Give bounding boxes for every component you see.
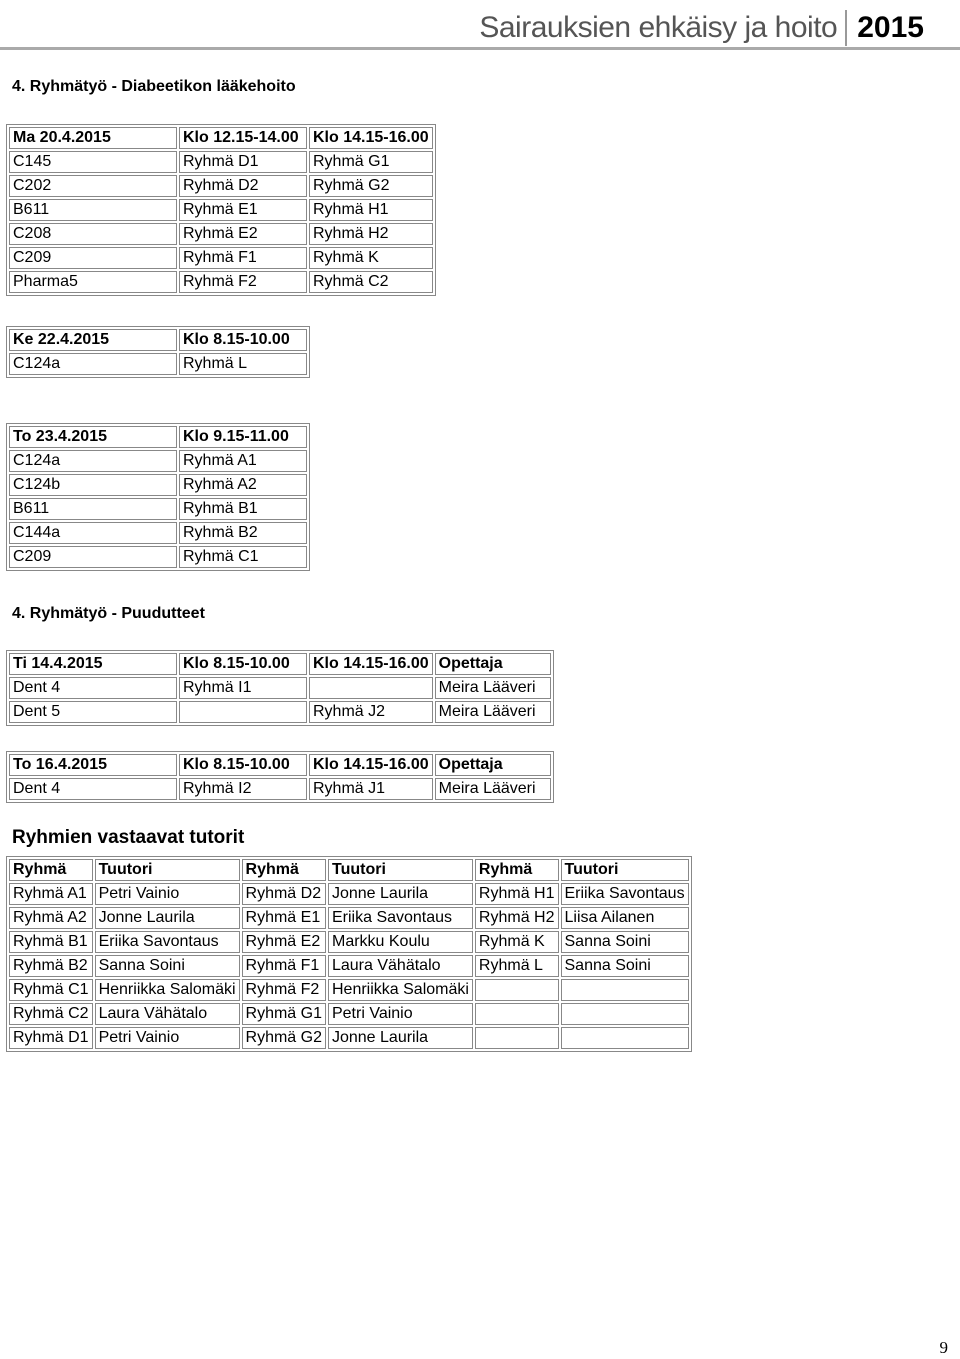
table-cell: Ryhmä H1 [475, 883, 559, 905]
header-cell: Klo 9.15-11.00 [179, 426, 307, 448]
table-cell: Ryhmä F1 [242, 955, 326, 977]
header-cell: To 16.4.2015 [9, 754, 177, 776]
table-cell: C209 [9, 247, 177, 269]
table-cell: Petri Vainio [328, 1003, 473, 1025]
header-cell: Tuutori [95, 859, 240, 881]
header-cell: Tuutori [561, 859, 689, 881]
table-cell: Jonne Laurila [328, 1027, 473, 1049]
table-cell: Ryhmä D2 [242, 883, 326, 905]
table-cell: B611 [9, 199, 177, 221]
table-row [9, 151, 433, 173]
header-rule [0, 47, 960, 50]
schedule-table-thursday-16 [6, 751, 554, 803]
table-row [9, 450, 307, 472]
table-cell: C124b [9, 474, 177, 496]
table-cell: C124a [9, 353, 177, 375]
header-title: Sairauksien ehkäisy ja hoito [479, 11, 838, 44]
table-cell: Ryhmä G1 [242, 1003, 326, 1025]
table-cell: Ryhmä A2 [9, 907, 93, 929]
table-cell: Meira Lääveri [435, 778, 551, 800]
table-cell: Jonne Laurila [95, 907, 240, 929]
header-cell: Ryhmä [9, 859, 93, 881]
table-cell: Sanna Soini [561, 931, 689, 953]
table-row [9, 778, 551, 800]
table-cell: Petri Vainio [95, 1027, 240, 1049]
header-cell: Opettaja [435, 754, 551, 776]
table-cell [561, 1027, 689, 1049]
table-cell [561, 979, 689, 1001]
schedule-table-thursday-23 [6, 423, 310, 571]
table-cell: Ryhmä C1 [179, 546, 307, 568]
table-cell: C144a [9, 522, 177, 544]
header-separator [845, 10, 847, 46]
table-row [9, 979, 689, 1001]
header-cell: Klo 8.15-10.00 [179, 754, 307, 776]
table-cell [179, 701, 307, 723]
table-cell [561, 1003, 689, 1025]
table-row [9, 522, 307, 544]
table-cell: Ryhmä I1 [179, 677, 307, 699]
table-cell: Ryhmä C2 [309, 271, 433, 293]
section-title-anesthetics: 4. Ryhmätyö - Puudutteet [12, 605, 205, 622]
tutors-table [6, 856, 692, 1052]
table-row [9, 271, 433, 293]
table-cell: Ryhmä B1 [179, 498, 307, 520]
table-row [9, 199, 433, 221]
table-cell: C209 [9, 546, 177, 568]
table-cell: Ryhmä L [475, 955, 559, 977]
table-row [9, 701, 551, 723]
table-header-row [9, 754, 551, 776]
table-cell: Laura Vähätalo [95, 1003, 240, 1025]
table-cell: Ryhmä C1 [9, 979, 93, 1001]
table-cell: Meira Lääveri [435, 677, 551, 699]
table-cell: Sanna Soini [95, 955, 240, 977]
table-cell: Ryhmä J1 [309, 778, 433, 800]
header-cell: Klo 14.15-16.00 [309, 754, 433, 776]
table-cell: Ryhmä E2 [179, 223, 307, 245]
table-row [9, 353, 307, 375]
table-cell: Ryhmä B2 [9, 955, 93, 977]
table-cell: Ryhmä E2 [242, 931, 326, 953]
table-cell: Ryhmä I2 [179, 778, 307, 800]
table-cell: Ryhmä L [179, 353, 307, 375]
header-cell: Ke 22.4.2015 [9, 329, 177, 351]
table-cell: Ryhmä D1 [179, 151, 307, 173]
header-cell: To 23.4.2015 [9, 426, 177, 448]
table-cell: Meira Lääveri [435, 701, 551, 723]
table-cell: Dent 4 [9, 778, 177, 800]
table-header-row [9, 329, 307, 351]
header-cell: Tuutori [328, 859, 473, 881]
table-cell: C124a [9, 450, 177, 472]
table-row [9, 1003, 689, 1025]
table-cell: Ryhmä E1 [179, 199, 307, 221]
table-cell: C208 [9, 223, 177, 245]
table-cell: Dent 4 [9, 677, 177, 699]
table-row [9, 955, 689, 977]
header-cell: Klo 12.15-14.00 [179, 127, 307, 149]
table-row [9, 677, 551, 699]
table-row [9, 883, 689, 905]
table-cell: Ryhmä K [475, 931, 559, 953]
table-row [9, 474, 307, 496]
table-cell: Liisa Ailanen [561, 907, 689, 929]
header-cell: Klo 14.15-16.00 [309, 653, 433, 675]
table-header-row [9, 127, 433, 149]
header-cell: Ma 20.4.2015 [9, 127, 177, 149]
table-cell: Ryhmä F2 [179, 271, 307, 293]
table-cell: Ryhmä F2 [242, 979, 326, 1001]
page-number: 9 [939, 1338, 948, 1357]
section-title-tutors: Ryhmien vastaavat tutorit [12, 827, 245, 848]
table-row [9, 175, 433, 197]
table-cell: Ryhmä C2 [9, 1003, 93, 1025]
table-cell: Markku Koulu [328, 931, 473, 953]
table-cell: Ryhmä J2 [309, 701, 433, 723]
schedule-table-tuesday [6, 650, 554, 726]
header-cell: Klo 8.15-10.00 [179, 653, 307, 675]
table-cell [309, 677, 433, 699]
table-cell: Ryhmä B2 [179, 522, 307, 544]
header-cell: Ti 14.4.2015 [9, 653, 177, 675]
table-cell: Dent 5 [9, 701, 177, 723]
table-cell: Ryhmä A1 [179, 450, 307, 472]
table-row [9, 498, 307, 520]
table-cell: Ryhmä H2 [309, 223, 433, 245]
table-row [9, 1027, 689, 1049]
table-cell [475, 1003, 559, 1025]
table-row [9, 247, 433, 269]
table-cell: Ryhmä F1 [179, 247, 307, 269]
header-cell: Ryhmä [475, 859, 559, 881]
table-cell: Ryhmä G2 [242, 1027, 326, 1049]
table-cell: B611 [9, 498, 177, 520]
table-cell: Eriika Savontaus [95, 931, 240, 953]
table-cell: Laura Vähätalo [328, 955, 473, 977]
header-year: 2015 [857, 11, 924, 44]
schedule-table-monday [6, 124, 436, 296]
page-header [479, 10, 924, 46]
table-cell: Ryhmä G1 [309, 151, 433, 173]
header-cell: Opettaja [435, 653, 551, 675]
table-row [9, 907, 689, 929]
table-cell: C145 [9, 151, 177, 173]
table-header-row [9, 653, 551, 675]
header-cell: Klo 8.15-10.00 [179, 329, 307, 351]
table-cell: Sanna Soini [561, 955, 689, 977]
table-cell: Ryhmä E1 [242, 907, 326, 929]
table-cell [475, 979, 559, 1001]
table-cell: Eriika Savontaus [561, 883, 689, 905]
table-cell: Ryhmä B1 [9, 931, 93, 953]
table-cell: Ryhmä A1 [9, 883, 93, 905]
table-row [9, 931, 689, 953]
table-cell: Jonne Laurila [328, 883, 473, 905]
table-header-row [9, 426, 307, 448]
table-cell: Ryhmä H1 [309, 199, 433, 221]
section-title-diabetes: 4. Ryhmätyö - Diabeetikon lääkehoito [12, 78, 296, 95]
table-cell: Eriika Savontaus [328, 907, 473, 929]
header-cell: Ryhmä [242, 859, 326, 881]
table-cell: Pharma5 [9, 271, 177, 293]
table-cell: Ryhmä H2 [475, 907, 559, 929]
table-header-row [9, 859, 689, 881]
header-cell: Klo 14.15-16.00 [309, 127, 433, 149]
schedule-table-wednesday [6, 326, 310, 378]
table-cell: Ryhmä K [309, 247, 433, 269]
table-row [9, 546, 307, 568]
table-cell: Petri Vainio [95, 883, 240, 905]
table-cell: Henriikka Salomäki [95, 979, 240, 1001]
table-cell: Ryhmä D2 [179, 175, 307, 197]
table-row [9, 223, 433, 245]
table-cell: Ryhmä A2 [179, 474, 307, 496]
table-cell: C202 [9, 175, 177, 197]
table-cell: Ryhmä G2 [309, 175, 433, 197]
table-cell: Ryhmä D1 [9, 1027, 93, 1049]
table-cell: Henriikka Salomäki [328, 979, 473, 1001]
table-cell [475, 1027, 559, 1049]
